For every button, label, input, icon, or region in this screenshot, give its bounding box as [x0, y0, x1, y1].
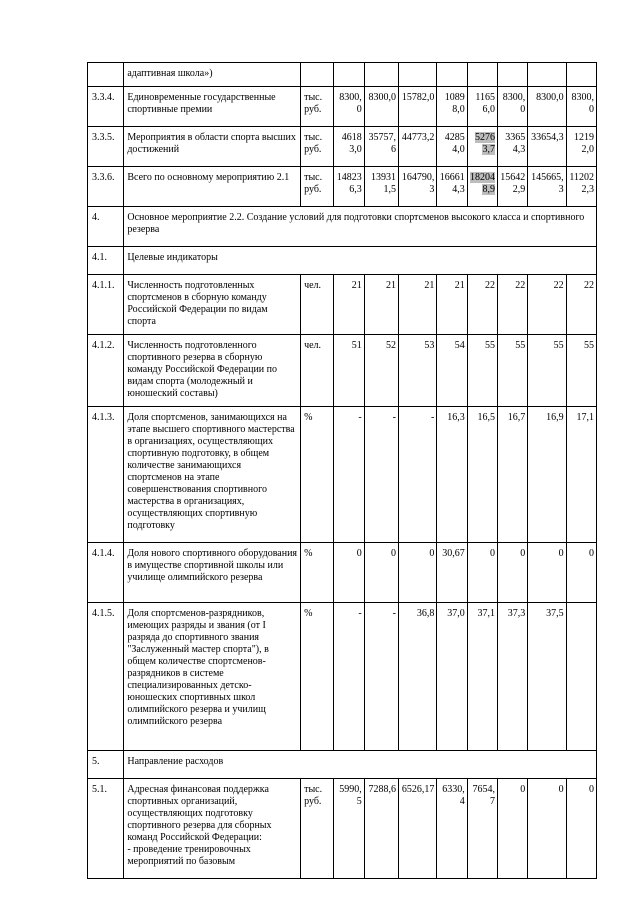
value-text: 0: [558, 548, 564, 559]
row-value: [528, 335, 566, 407]
row-value: [467, 275, 497, 335]
row-name-text: Доля нового спортивного оборудования в имуществе спортивной школы или училище олимпийского резерва: [127, 548, 298, 583]
row-value: [528, 779, 566, 879]
row-unit: чел.: [301, 335, 334, 407]
row-value: [364, 63, 398, 87]
row-value: [334, 407, 364, 543]
value-text: 15782,0: [401, 92, 435, 103]
row-value: [497, 87, 527, 127]
row-value: [566, 87, 596, 127]
row-value: [497, 543, 527, 603]
row-value: [399, 603, 437, 751]
row-name-text: Направление расходов: [127, 756, 224, 767]
row-code: 3.3.6.: [88, 167, 124, 207]
row-value: [399, 63, 437, 87]
row-code: 4.1.: [88, 247, 124, 275]
row-value: [364, 603, 398, 751]
value-text: 16,3: [447, 412, 465, 423]
row-value: [467, 87, 497, 127]
value-text: 16,9: [546, 412, 564, 423]
table-row: [88, 543, 597, 603]
value-text: 52763,7: [474, 132, 495, 155]
value-text: 5990,5: [339, 784, 362, 807]
row-value: [437, 603, 467, 751]
row-value: [528, 63, 566, 87]
row-value: [467, 335, 497, 407]
value-text: 8300,0: [571, 92, 594, 115]
row-value: [399, 779, 437, 879]
row-name-text: Целевые индикаторы: [127, 252, 218, 263]
row-value: [334, 779, 364, 879]
value-text: 22: [584, 280, 594, 291]
value-text: 0: [520, 548, 526, 559]
row-value: [437, 543, 467, 603]
table-row: [88, 167, 597, 207]
row-value: [467, 407, 497, 543]
value-text: -: [358, 608, 362, 619]
row-value: [334, 603, 364, 751]
row-code: 4.: [88, 207, 124, 247]
row-value: [566, 275, 596, 335]
row-name: [124, 407, 301, 543]
row-name: [124, 603, 301, 751]
value-text: 22: [553, 280, 564, 291]
row-value: [528, 603, 566, 751]
table-row: [88, 207, 597, 247]
value-text: 54: [454, 340, 465, 351]
row-value: [334, 543, 364, 603]
row-value: [334, 127, 364, 167]
value-text: 12192,0: [574, 132, 594, 155]
value-text: 33654,3: [505, 132, 526, 155]
value-text: -: [358, 412, 362, 423]
value-text: 156422,9: [500, 172, 526, 195]
value-text: 37,1: [477, 608, 495, 619]
row-value: [528, 87, 566, 127]
value-text: 55: [484, 340, 495, 351]
row-value: [467, 167, 497, 207]
row-value: [437, 275, 467, 335]
value-text: 0: [589, 784, 594, 795]
value-text: 112022,3: [569, 172, 594, 195]
row-name: [124, 275, 301, 335]
row-name-text: Доля спортсменов-разрядников, имеющих разряды и звания (от I разряда до спортивного звания "Заслуженный мастер спорта"), в общем количестве спортсменов-разрядников в системе специализированных детско-юношеских спортивных школ олимпийского резерва и училищ олимпийского резерва: [127, 608, 269, 727]
table-row: [88, 87, 597, 127]
row-value: [528, 407, 566, 543]
value-text: 37,5: [546, 608, 564, 619]
row-value: [334, 335, 364, 407]
row-unit: тыс. руб.: [301, 87, 334, 127]
row-value: [437, 63, 467, 87]
row-value: [334, 275, 364, 335]
row-value: [437, 127, 467, 167]
value-text: 21: [424, 280, 435, 291]
row-value: [566, 543, 596, 603]
row-name: [124, 127, 301, 167]
value-text: 21: [386, 280, 397, 291]
row-name: [124, 63, 301, 87]
value-text: 17,1: [576, 412, 594, 423]
row-name-text: Доля спортсменов, занимающихся на этапе высшего спортивного мастерства в организациях, осуществляющих спортивную подготовку, в общем количестве занимающихся спортсменов на этапе совершенствования спортивного мастерства в организациях, осуществляющих спортивную подготовку: [127, 412, 295, 531]
row-name-text: Численность подготовленного спортивного резерва в сборную команду Российской Федерации по видам спорта (молодежный и юношеский составы): [127, 340, 278, 399]
row-value: [364, 335, 398, 407]
row-name-text: Основное мероприятие 2.2. Создание условий для подготовки спортсменов высокого класса и спортивного резерва: [127, 212, 585, 235]
value-text: -: [392, 412, 397, 423]
value-text: 7654,7: [472, 784, 495, 807]
row-value: [528, 275, 566, 335]
value-text: 148236,3: [336, 172, 362, 195]
value-text: 10898,0: [444, 92, 465, 115]
row-value: [497, 63, 527, 87]
value-text: 0: [589, 548, 594, 559]
row-value: [566, 63, 596, 87]
row-value: [364, 407, 398, 543]
value-text: 21: [454, 280, 465, 291]
row-code: 4.1.3.: [88, 407, 124, 543]
row-value: [437, 407, 467, 543]
row-code: 5.: [88, 751, 124, 779]
row-name-text: Мероприятия в области спорта высших достижений: [127, 132, 296, 155]
row-value: [497, 275, 527, 335]
row-value: [399, 87, 437, 127]
row-unit: тыс. руб.: [301, 167, 334, 207]
value-text: 0: [558, 784, 564, 795]
value-text: 21: [351, 280, 362, 291]
value-text: 36,8: [416, 608, 435, 619]
row-value: [566, 167, 596, 207]
row-value: [467, 127, 497, 167]
row-code: 5.1.: [88, 779, 124, 879]
row-value: [399, 275, 437, 335]
row-value: [497, 167, 527, 207]
value-text: 0: [356, 548, 362, 559]
row-value: [364, 275, 398, 335]
value-text: 7288,6: [368, 784, 397, 795]
row-name: [124, 207, 597, 247]
row-name: [124, 167, 301, 207]
row-unit: %: [301, 407, 334, 543]
row-value: [528, 167, 566, 207]
value-text: -: [392, 608, 397, 619]
row-value: [566, 779, 596, 879]
value-text: 52: [386, 340, 397, 351]
row-value: [497, 127, 527, 167]
value-text: 6526,17: [401, 784, 435, 795]
table-row: [88, 779, 597, 879]
row-name-text: Численность подготовленных спортсменов в сборную команду Российской Федерации по видам спорта: [127, 280, 268, 327]
row-name-text-extra: - проведение тренировочных мероприятий по базовым: [127, 844, 251, 867]
row-name: [124, 543, 301, 603]
row-name-text: адаптивная школа»): [127, 68, 213, 79]
row-name: [124, 247, 597, 275]
row-value: [566, 407, 596, 543]
row-value: [497, 407, 527, 543]
value-text: 46183,0: [341, 132, 362, 155]
value-text: 145665,3: [531, 172, 564, 195]
value-text: 11656,0: [475, 92, 495, 115]
row-value: [528, 127, 566, 167]
value-text: 16,5: [477, 412, 495, 423]
value-text: 22: [515, 280, 526, 291]
value-text: 16,7: [507, 412, 526, 423]
row-code: 3.3.4.: [88, 87, 124, 127]
value-text: 55: [553, 340, 564, 351]
row-value: [467, 603, 497, 751]
value-text: 8300,0: [502, 92, 526, 115]
row-value: [364, 167, 398, 207]
row-value: [467, 779, 497, 879]
value-text: 0: [429, 548, 435, 559]
row-value: [566, 127, 596, 167]
value-text: 0: [391, 548, 397, 559]
table-row: [88, 63, 597, 87]
row-name-text: Всего по основному мероприятию 2.1: [127, 172, 290, 183]
value-text: 30,67: [442, 548, 465, 559]
value-text: 55: [515, 340, 526, 351]
row-name: [124, 779, 301, 879]
row-value: [497, 603, 527, 751]
row-value: [437, 87, 467, 127]
table-row: [88, 247, 597, 275]
row-value: [334, 63, 364, 87]
value-text: 0: [489, 548, 495, 559]
row-value: [399, 335, 437, 407]
value-text: 35757,6: [368, 132, 397, 155]
value-text: 182048,9: [469, 172, 495, 195]
row-name-text: Адресная финансовая поддержка спортивных организаций, осуществляющих подготовку спортивного резерва для сборных команд Российской Федерации:: [127, 784, 272, 843]
row-name: [124, 335, 301, 407]
value-text: 139311,5: [371, 172, 397, 195]
row-value: [467, 543, 497, 603]
row-value: [437, 779, 467, 879]
table-row: [88, 603, 597, 751]
value-text: 55: [584, 340, 594, 351]
row-code: [88, 63, 124, 87]
value-text: 0: [520, 784, 526, 795]
table-row: [88, 751, 597, 779]
row-value: [364, 543, 398, 603]
row-value: [497, 335, 527, 407]
value-text: 53: [424, 340, 435, 351]
row-code: 4.1.4.: [88, 543, 124, 603]
row-code: 4.1.1.: [88, 275, 124, 335]
row-code: 4.1.2.: [88, 335, 124, 407]
table-row: [88, 335, 597, 407]
value-text: 22: [484, 280, 495, 291]
row-name: [124, 751, 597, 779]
row-value: [334, 87, 364, 127]
value-text: -: [431, 412, 435, 423]
row-value: [364, 127, 398, 167]
value-text: 37,0: [447, 608, 465, 619]
row-unit: %: [301, 543, 334, 603]
row-unit: [301, 63, 334, 87]
row-code: 4.1.5.: [88, 603, 124, 751]
row-unit: тыс. руб.: [301, 127, 334, 167]
value-text: 8300,0: [339, 92, 362, 115]
table-row: [88, 407, 597, 543]
table-row: [88, 127, 597, 167]
value-text: 166614,3: [439, 172, 465, 195]
row-value: [364, 779, 398, 879]
row-value: [497, 779, 527, 879]
row-unit: %: [301, 603, 334, 751]
row-value: [437, 167, 467, 207]
row-value: [399, 167, 437, 207]
row-value: [566, 603, 596, 751]
program-table: [87, 62, 597, 879]
row-code: 3.3.5.: [88, 127, 124, 167]
value-text: 33654,3: [531, 132, 564, 143]
row-unit: тыс. руб.: [301, 779, 334, 879]
table-body: [88, 63, 597, 879]
row-value: [334, 167, 364, 207]
value-text: 6330,4: [442, 784, 465, 807]
row-value: [364, 87, 398, 127]
row-unit: чел.: [301, 275, 334, 335]
value-text: 8300,0: [536, 92, 564, 103]
value-text: 51: [351, 340, 362, 351]
row-value: [437, 335, 467, 407]
row-value: [467, 63, 497, 87]
row-value: [399, 407, 437, 543]
value-text: 164790,3: [401, 172, 435, 195]
value-text: 37,3: [507, 608, 526, 619]
row-value: [566, 335, 596, 407]
row-name: [124, 87, 301, 127]
value-text: 42854,0: [444, 132, 465, 155]
row-value: [399, 127, 437, 167]
row-name-text: Единовременные государственные спортивные премии: [127, 92, 276, 115]
row-value: [528, 543, 566, 603]
value-text: 8300,0: [368, 92, 397, 103]
table-row: [88, 275, 597, 335]
value-text: 44773,2: [401, 132, 435, 143]
row-value: [399, 543, 437, 603]
